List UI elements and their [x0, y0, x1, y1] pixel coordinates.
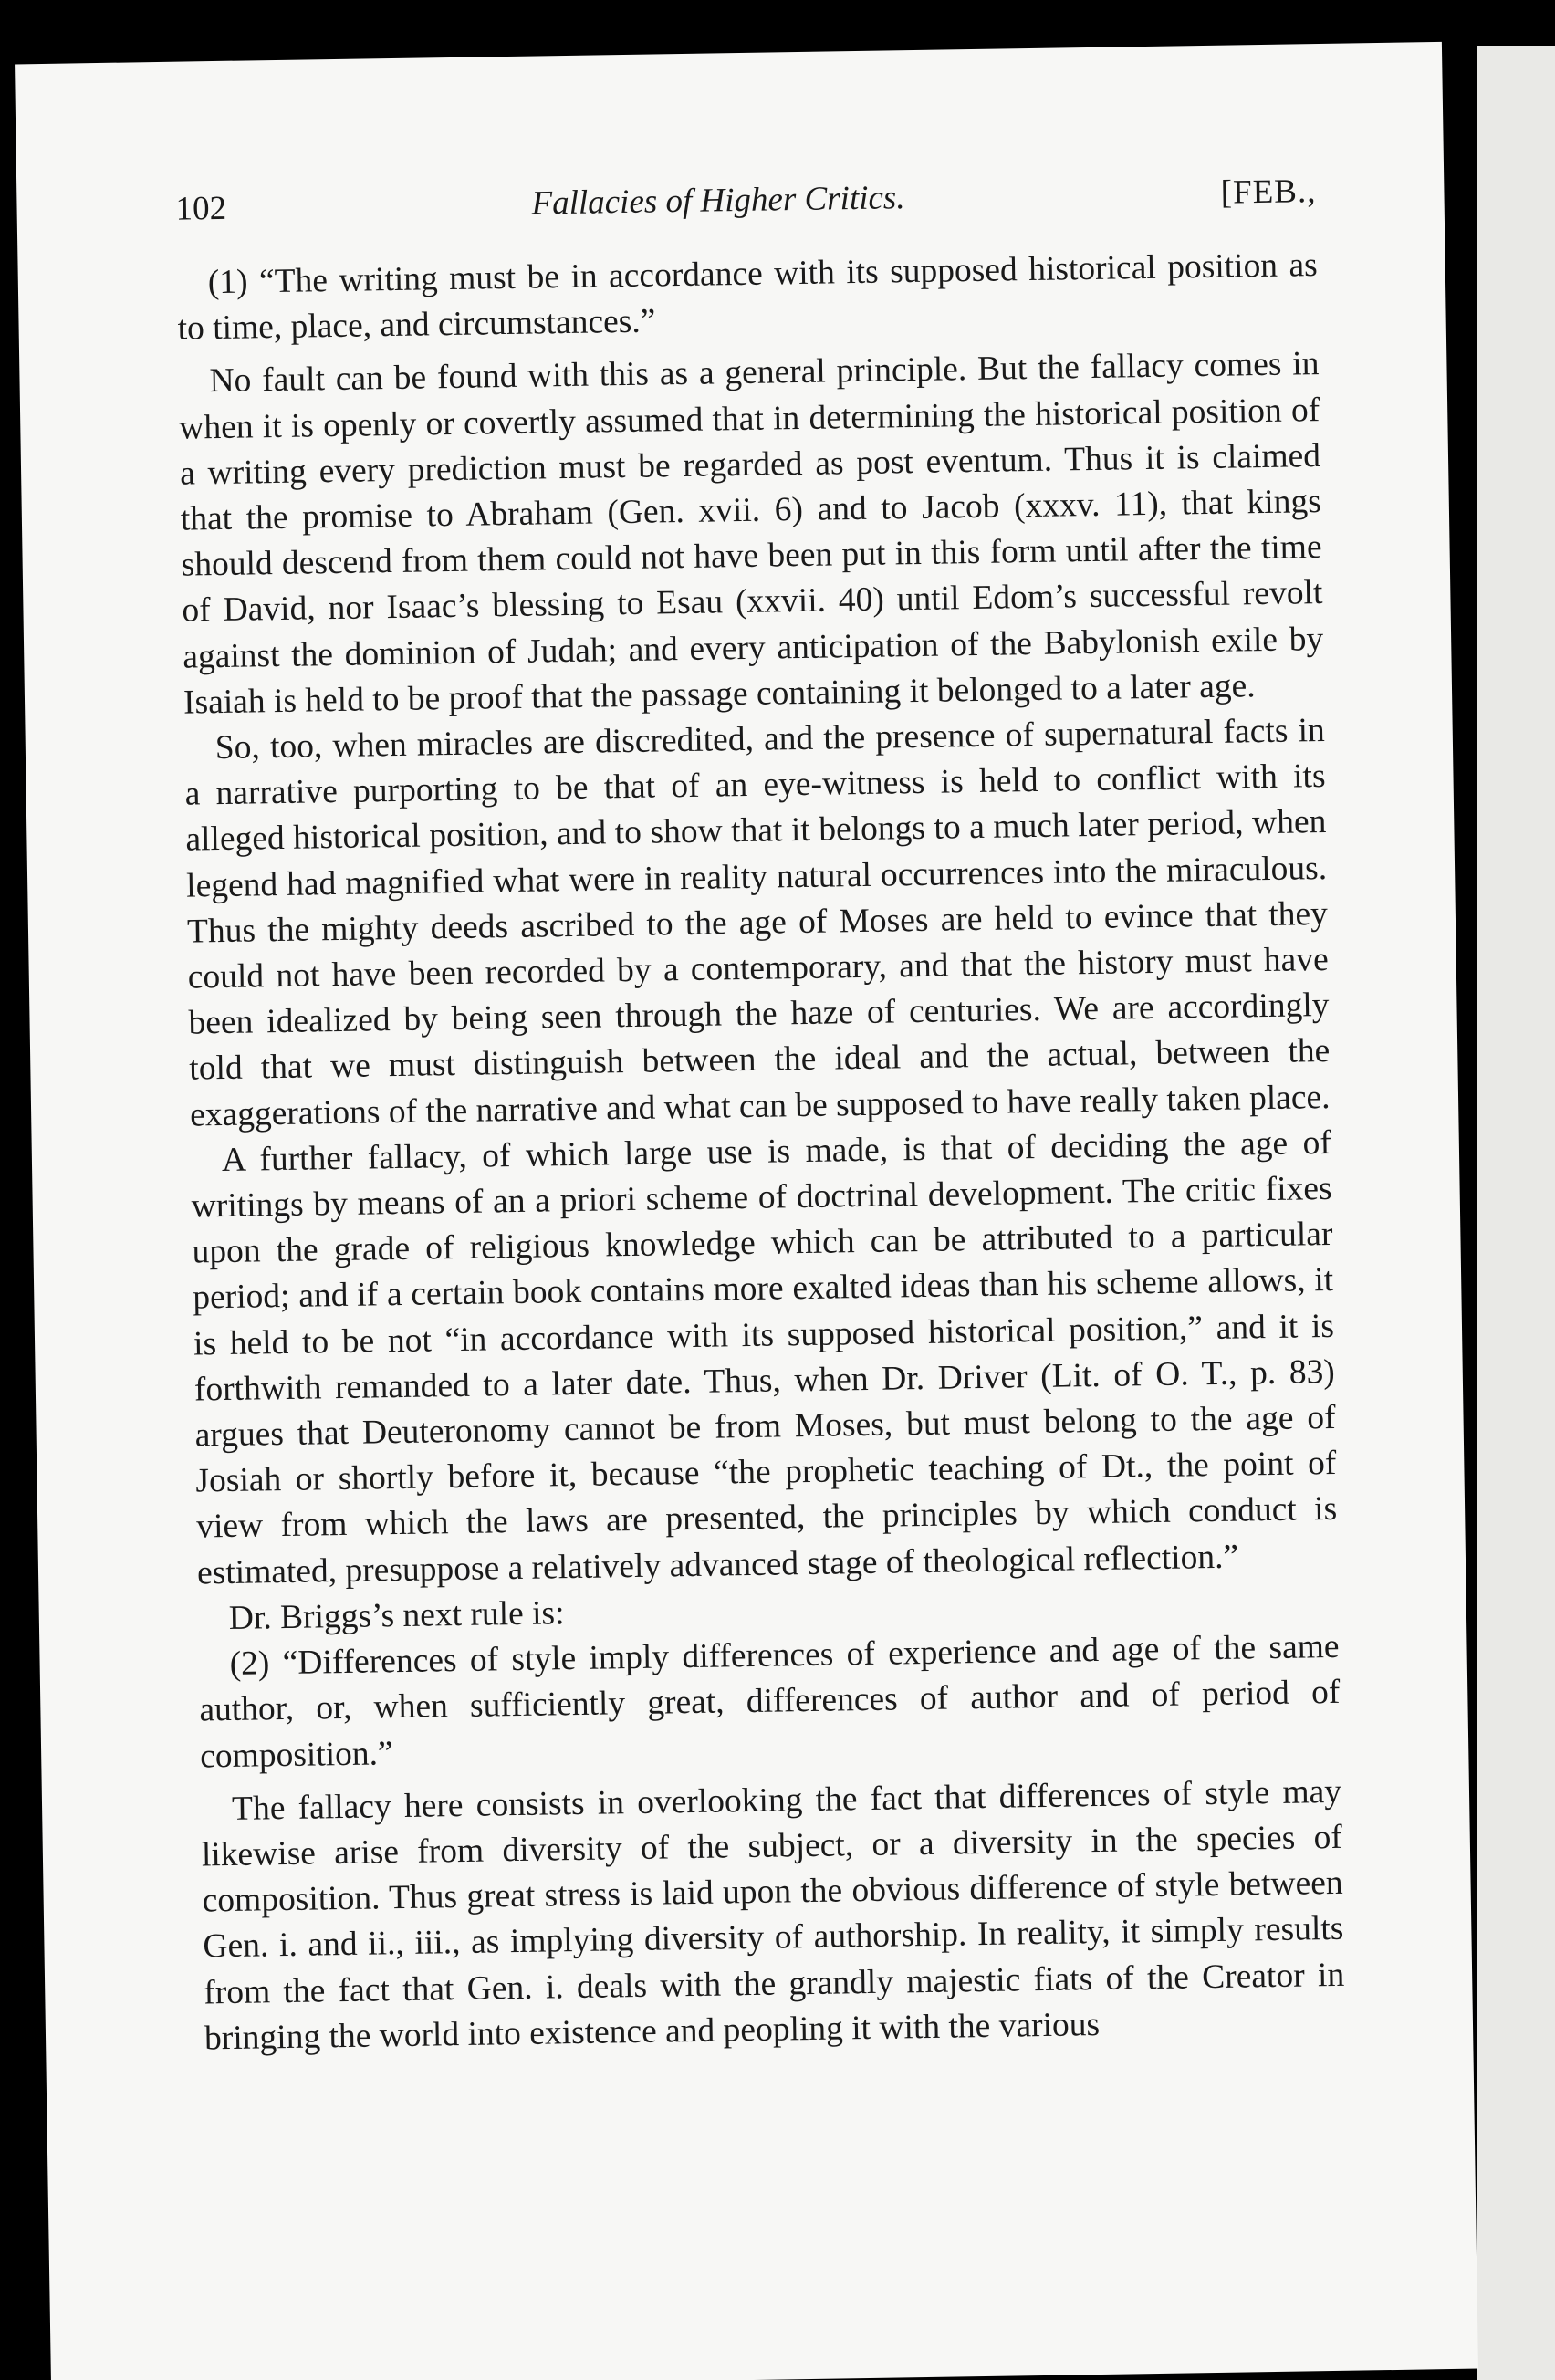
- running-title: Fallacies of Higher Critics.: [531, 179, 905, 223]
- paragraph-a-priori: A further fallacy, of which large use is made, is that of deciding the age of writings by means of an a priori scheme of doctrinal development. The critic fixes upon the grade of religious knowledge which can be attributed to a particular period; and if a certain book contains more exalted ideas than his scheme allows, it is held to be not “in accordance with its supposed historical position,” and it is forthwith remanded to a later date. Thus, when Dr. Driver (Lit. of O. T., p. 83) argues that Deuteronomy cannot be from Moses, but must belong to the age of Josiah or shortly before it, because “the prophetic teaching of Dt., the point of view from which the laws are presented, the principles by which conduct is estimated, presuppose a relatively advanced stage of theological reflection.”: [191, 1123, 1338, 1592]
- paragraph-miracles: So, too, when miracles are discredited, and the presence of supernatural facts in a narrative purporting to be that of an eye-witness is held to conflict with its alleged historical position, and to show that it belongs to a much later period, when legend had magnified what were in reality natural occurrences into the miraculous. Thus the mighty deeds ascribed to the age of Moses are held to evince that they could not have been recorded by a contemporary, and that the history must have been idealized by being seen through the haze of centuries. We are accordingly told that we must distinguish between the ideal and the actual, between the exaggerations of the narrative and what can be supposed to have really taken place.: [184, 712, 1331, 1134]
- book-page: [15, 42, 1478, 2380]
- paragraph-rule-2: (2) “Differences of style imply differences of experience and age of the same author, or, when sufficiently great, differences of author and of period of composition.”: [199, 1627, 1341, 1775]
- running-header: [175, 172, 1317, 245]
- paragraph-style-fallacy: The fallacy here consists in overlooking the fact that differences of style may likewise arise from diversity of the subject, or a diversity in the species of composition. Thus great stress is laid upon the obvious difference of style between Gen. i. and ii., iii., as implying diversity of authorship. In reality, it simply results from the fact that Gen. i. deals with the grandly majestic fiats of the Creator in bringing the world into existence and peopling it with the various: [201, 1772, 1345, 2058]
- page-body-text: [176, 243, 1345, 2062]
- paragraph-next-rule: Dr. Briggs’s next rule is:: [228, 1594, 565, 1637]
- facing-page-edge: [1471, 46, 1555, 2380]
- paragraph-post-eventum: No fault can be found with this as a general principle. But the fallacy comes in when it is openly or covertly assumed that in determining the historical position of a writing every prediction must be regarded as post eventum. Thus it is claimed that the promise to Abraham (Gen. xvii. 6) and to Jacob (xxxv. 11), that kings should descend from them could not have been put in this form until after the time of David, nor Isaac’s blessing to Esau (xxvii. 40) until Edom’s successful revolt against the dominion of Judah; and every anticipation of the Babylonish exile by Isaiah is held to be proof that the passage containing it belonged to a later age.: [179, 345, 1324, 722]
- header-month: [FEB.,: [1220, 172, 1317, 212]
- page-number: 102: [175, 189, 227, 228]
- paragraph-rule-1: (1) “The writing must be in accordance with its supposed historical position as to time, place, and circumstances.”: [177, 246, 1319, 348]
